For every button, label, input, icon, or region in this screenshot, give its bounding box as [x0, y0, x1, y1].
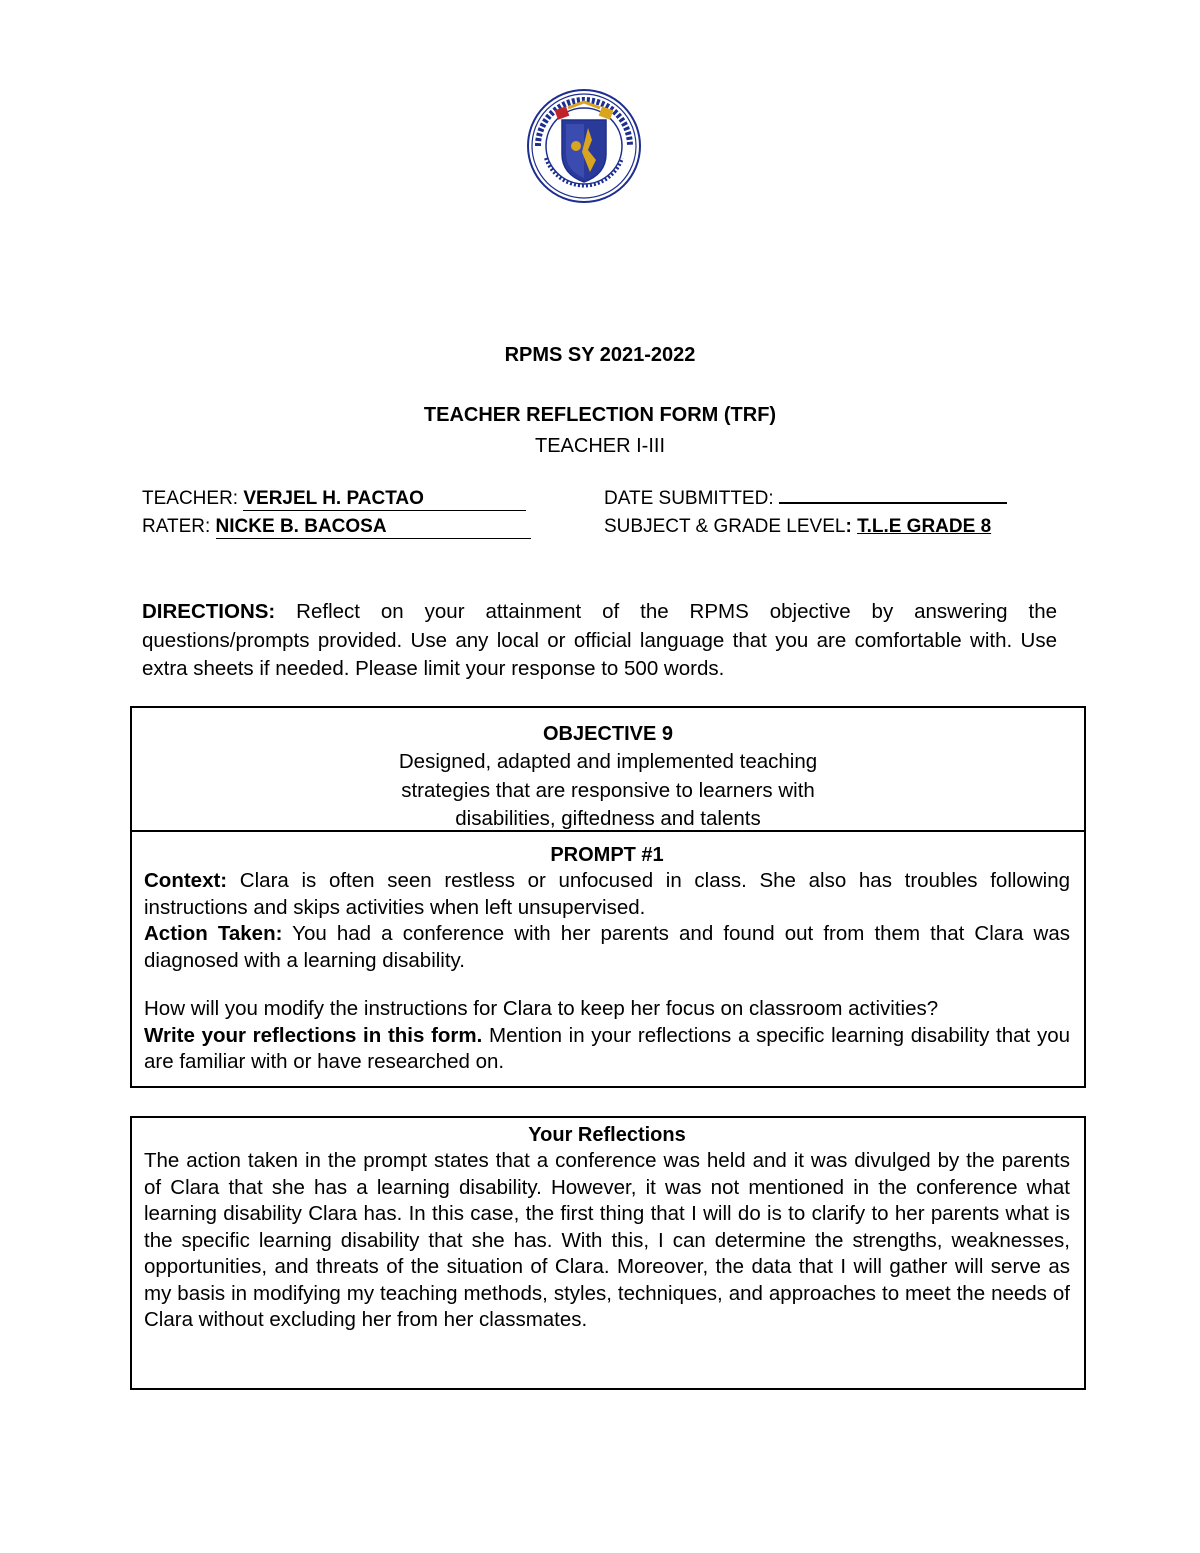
teacher-value: VERJEL H. PACTAO: [243, 488, 424, 509]
teacher-row: [142, 488, 526, 511]
deped-seal-icon: [526, 88, 642, 204]
subject-colon: :: [845, 516, 858, 537]
prompt-box: [130, 830, 1086, 1088]
objective-box: [130, 706, 1086, 832]
subject-row: [604, 516, 991, 538]
date-value: [779, 502, 1007, 504]
prompt-context: [144, 868, 1070, 921]
prompt-instruction: [144, 1023, 1070, 1076]
reflections-text: The action taken in the prompt states that a conference was held and it was divulged by the parents of Clara that she has a learning disability. However, it was not mentioned in the conference what learning disability Clara has. In this case, the first thing that I will do is to clarify to her parents what is the specific learning disability that she has. With this, I can determine the strengths, weaknesses, opportunities, and threats of the situation of Clara. Moreover, the data that I will gather will serve as my basis in modifying my teaching methods, styles, techniques, and approaches to meet the needs of Clara without excluding her from her classmates.: [144, 1149, 1070, 1331]
action-label: Action Taken:: [144, 922, 283, 945]
subject-label: SUBJECT & GRADE LEVEL: [604, 516, 846, 537]
directions: [142, 598, 1057, 684]
date-row: [604, 488, 1007, 510]
prompt-title: PROMPT #1: [550, 844, 664, 866]
objective-line: strategies that are responsive to learners with: [401, 778, 815, 802]
rater-row: [142, 516, 531, 539]
objective-title: OBJECTIVE 9: [542, 723, 674, 745]
context-label: Context:: [144, 869, 228, 892]
form-header-rpms: RPMS SY 2021-2022: [504, 344, 696, 366]
rater-value: NICKE B. BACOSA: [215, 516, 387, 537]
date-label: DATE SUBMITTED:: [604, 488, 779, 509]
form-title: TEACHER REFLECTION FORM (TRF): [423, 404, 777, 426]
prompt-action: [144, 921, 1070, 974]
directions-label: DIRECTIONS:: [142, 600, 276, 623]
action-text: You had a conference with her parents and found out from them that Clara was diagnosed with a learning disability.: [144, 922, 1070, 972]
teacher-label: TEACHER:: [142, 488, 244, 509]
subject-value: T.L.E GRADE 8: [857, 516, 992, 537]
form-subtitle: TEACHER I-III: [534, 435, 665, 457]
context-text: Clara is often seen restless or unfocused in class. She also has troubles following instructions and skips activities when left unsupervised.: [144, 869, 1070, 919]
write-label: Write your reflections in this form.: [144, 1023, 483, 1047]
prompt-question: How will you modify the instructions for Clara to keep her focus on classroom activities?: [144, 997, 939, 1020]
write-text: Mention in your reflections a specific learning disability that you are familiar with or have researched on.: [144, 1023, 1070, 1073]
objective-line: disabilities, giftedness and talents: [455, 807, 761, 830]
reflections-title: Your Reflections: [528, 1124, 686, 1146]
directions-text: Reflect on your attainment of the RPMS objective by answering the questions/prompts provided. Use any local or official language that you are comfortable with. Use extra sheets if needed. Please limit your response to 500 words.: [142, 600, 1057, 680]
rater-label: RATER:: [142, 516, 216, 537]
reflections-box: [130, 1116, 1086, 1390]
objective-line: Designed, adapted and implemented teaching: [398, 750, 818, 773]
